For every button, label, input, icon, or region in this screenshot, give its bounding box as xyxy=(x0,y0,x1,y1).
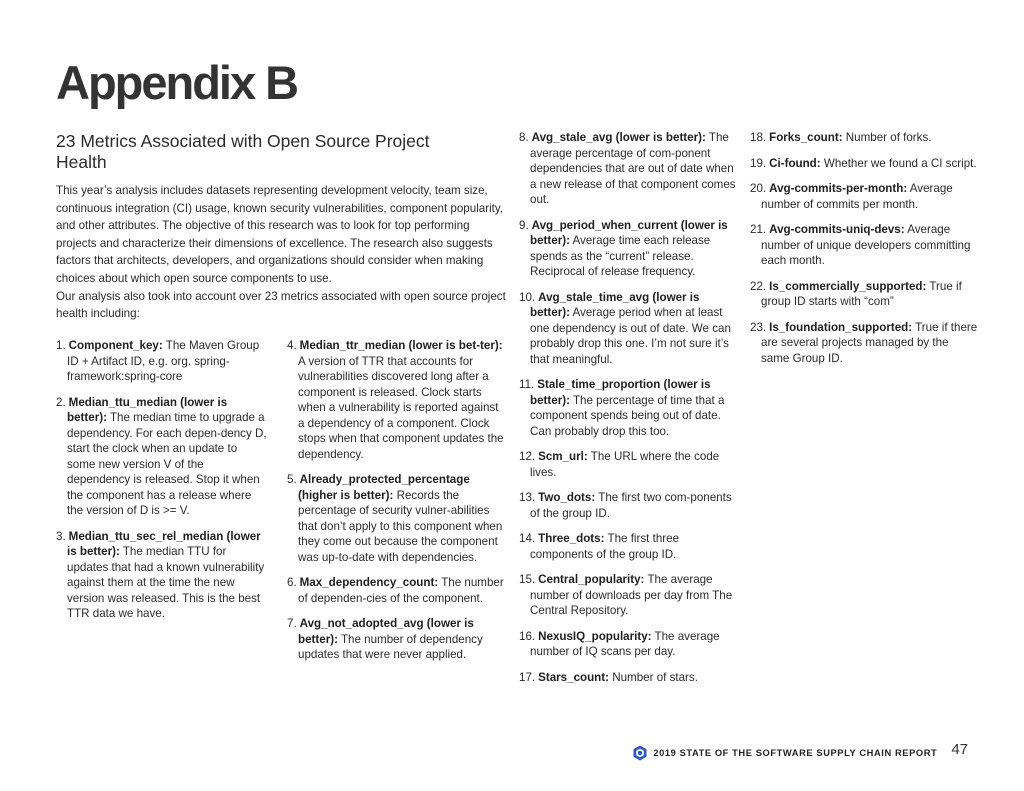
metric-description: True if there are several projects managed by the same Group ID. xyxy=(761,320,978,365)
metric-description: A version of TTR that accounts for vulnerabilities discovered long after a component is released. Clock starts when a vulnerability is reported against a dependency of a component. Clock stops when that component updates the dependency. xyxy=(298,354,504,461)
page-title: Appendix B xyxy=(56,56,298,109)
metric-name: Avg_not_adopted_avg (lower is better): xyxy=(298,617,474,646)
metric-item xyxy=(750,130,980,146)
metric-number: 10. xyxy=(519,290,536,304)
metric-description: Number of forks. xyxy=(845,131,932,144)
metric-item xyxy=(750,279,980,310)
metric-description: Number of stars. xyxy=(612,670,698,684)
metrics-column-3 xyxy=(519,130,741,695)
metric-name: NexusIQ_popularity: xyxy=(538,629,652,643)
metric-name: Three_dots: xyxy=(538,532,605,545)
metric-description: Average time each release spends as the “current” release. Reciprocal of release frequency. xyxy=(530,234,711,278)
metric-name: Median_ttr_median (lower is bet-ter): xyxy=(299,339,503,352)
metric-name: Max_dependency_count: xyxy=(299,576,439,589)
sonatype-hexagon-icon xyxy=(633,745,647,761)
metric-description: Average number of commits per month. xyxy=(761,182,953,211)
metric-number: 2. xyxy=(56,395,66,409)
metric-number: 18. xyxy=(750,131,767,144)
metric-number: 4. xyxy=(287,339,297,352)
metric-item xyxy=(287,338,507,462)
metric-number: 13. xyxy=(519,491,536,504)
metric-description: Records the percentage of security vulner-abilities that don’t apply to this component when they come out because the component was up-to-date with dependencies. xyxy=(298,488,503,564)
metric-item xyxy=(287,472,507,565)
metric-number: 17. xyxy=(519,670,536,684)
metric-item xyxy=(750,156,980,172)
metric-item xyxy=(519,670,741,686)
metric-item xyxy=(519,377,741,439)
metric-name: Median_ttu_median (lower is better): xyxy=(67,395,228,424)
metric-number: 7. xyxy=(287,617,297,630)
metric-name: Scm_url: xyxy=(538,450,588,463)
metric-item xyxy=(519,218,741,280)
metric-number: 23. xyxy=(750,320,767,334)
metric-item xyxy=(519,629,741,660)
metric-name: Central_popularity: xyxy=(538,573,645,586)
metric-number: 20. xyxy=(750,182,767,195)
metric-item xyxy=(519,449,741,480)
metric-number: 22. xyxy=(750,279,767,293)
metrics-column-1 xyxy=(56,338,268,632)
intro-text xyxy=(56,182,506,323)
metric-number: 11. xyxy=(519,378,535,391)
metric-item xyxy=(56,338,268,385)
metric-description: The average number of downloads per day from The Central Repository. xyxy=(530,573,733,617)
metric-name: Two_dots: xyxy=(538,491,596,504)
metrics-column-4 xyxy=(750,130,980,376)
metric-name: Already_protected_percentage (higher is better): xyxy=(298,473,470,502)
metric-item xyxy=(750,320,980,367)
metric-name: Stale_time_proportion (lower is better): xyxy=(530,378,711,407)
metric-number: 6. xyxy=(287,576,297,589)
metric-description: The number of dependency updates that were never applied. xyxy=(298,632,483,661)
metric-item xyxy=(287,616,507,663)
intro-paragraph: This year’s analysis includes datasets representing development velocity, team size, continuous integration (CI) usage, known security vulnerabilities, component popularity, and other attributes. The objective of this research was to look for top performing projects and characterize their dimensions of excellence. The research also suggests factors that architects, developers, and organizations should consider when making choices about which open source components to use. xyxy=(56,184,504,285)
metric-description: True if group ID starts with “com” xyxy=(761,279,962,308)
metric-name: Ci-found: xyxy=(769,156,821,170)
metric-number: 1. xyxy=(56,339,66,352)
metric-item xyxy=(287,575,507,606)
metric-name: Forks_count: xyxy=(769,131,843,144)
metric-number: 16. xyxy=(519,629,536,643)
metric-item xyxy=(519,490,741,521)
metric-item xyxy=(750,222,980,269)
metric-description: The median TTU for updates that had a known vulnerability against them at the time the new version was released. This is the best TTR data we have. xyxy=(67,545,265,620)
metric-description: The first three components of the group ID. xyxy=(530,532,680,561)
metric-name: Is_commercially_supported: xyxy=(769,279,927,293)
metric-description: Average period when at least one dependency is out of date. We can probably drop this one. I’m not sure it’s that meaningful. xyxy=(530,306,731,366)
metric-item xyxy=(56,529,268,622)
metric-number: 12. xyxy=(519,450,536,463)
metric-name: Avg_stale_time_avg (lower is better): xyxy=(530,290,700,319)
metric-item xyxy=(519,572,741,619)
metric-description: The Maven Group ID + Artifact ID, e.g. org. spring-framework:spring-core xyxy=(67,339,260,383)
metric-name: Avg_stale_avg (lower is better): xyxy=(531,131,706,144)
metric-name: Avg-commits-uniq-devs: xyxy=(769,223,905,236)
metric-description: Whether we found a CI script. xyxy=(823,156,977,170)
metric-item xyxy=(750,181,980,212)
metric-name: Avg_period_when_current (lower is better): xyxy=(530,218,728,247)
metric-name: Median_ttu_sec_rel_median (lower is better): xyxy=(67,529,261,558)
metric-number: 19. xyxy=(750,156,767,170)
metric-number: 14. xyxy=(519,532,536,545)
metric-description: The median time to upgrade a dependency. For each depen-dency D, start the clock when an update to some new version V of the dependency is released. Stop it when the component has a release where the version of D is >= V. xyxy=(67,411,267,517)
metric-number: 5. xyxy=(287,473,297,486)
metric-description: The URL where the code lives. xyxy=(530,450,720,479)
metric-name: Avg-commits-per-month: xyxy=(769,182,908,195)
metric-description: The number of dependen-cies of the component. xyxy=(298,576,504,605)
metric-name: Is_foundation_supported: xyxy=(769,320,913,334)
metric-item xyxy=(56,395,268,519)
metric-item xyxy=(519,130,741,208)
metric-number: 9. xyxy=(519,218,529,232)
page-number: 47 xyxy=(951,740,968,758)
metric-description: The first two com-ponents of the group ID. xyxy=(530,491,732,520)
metric-number: 15. xyxy=(519,573,536,586)
metric-description: The average percentage of com-ponent dependencies that are out of date when a new release of that component comes out. xyxy=(530,131,736,206)
metric-description: Average number of unique developers committing each month. xyxy=(761,223,971,267)
metrics-column-2 xyxy=(287,338,507,673)
page-footer xyxy=(633,740,968,761)
metric-description: The percentage of time that a component spends being out of date. Can probably drop this too. xyxy=(530,393,725,438)
metric-item xyxy=(519,531,741,562)
metric-description: The average number of IQ scans per day. xyxy=(530,629,720,658)
metric-name: Stars_count: xyxy=(538,670,609,684)
metric-name: Component_key: xyxy=(68,339,163,352)
report-title: 2019 STATE OF THE SOFTWARE SUPPLY CHAIN REPORT xyxy=(653,748,938,758)
metric-number: 8. xyxy=(519,131,529,144)
metric-item xyxy=(519,290,741,368)
section-subtitle: 23 Metrics Associated with Open Source Project Health xyxy=(56,131,430,172)
metric-number: 3. xyxy=(56,529,66,543)
metric-number: 21. xyxy=(750,223,767,236)
intro-paragraph: Our analysis also took into account over 23 metrics associated with open source project health including: xyxy=(56,289,506,321)
